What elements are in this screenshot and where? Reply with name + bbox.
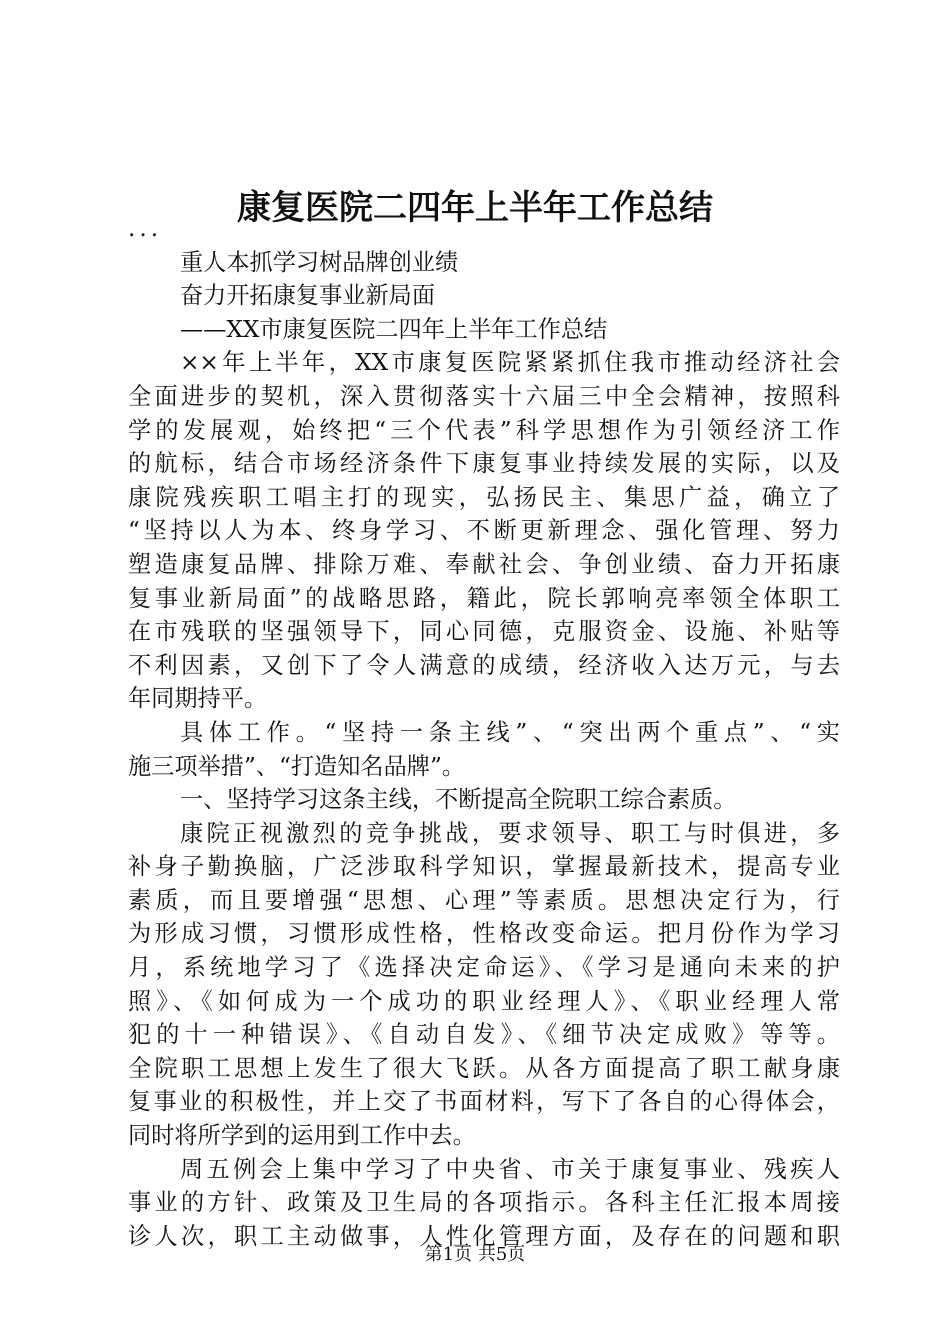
paragraph-line: 事业的方针、政策及卫生局的各项指示。各科主任汇报本周接 [128, 1189, 840, 1217]
paragraph-line: 在市残联的坚强领导下，同心同德，克服资金、设施、补贴等 [128, 618, 840, 646]
paragraph-line: 年同期持平。 [128, 685, 268, 713]
paragraph-line: 同时将所学到的运用到工作中去。 [128, 1122, 476, 1150]
paragraph-line: 康院正视激烈的竞争挑战，要求领导、职工与时俱进，多 [180, 819, 840, 847]
paragraph-line: 的航标，结合市场经济条件下康复事业持续发展的实际，以及 [128, 450, 840, 478]
paragraph-line: 犯的十一种错误》、《自动自发》、《细节决定成败》等等。 [128, 1021, 840, 1049]
paragraph-line: 素质，而且要增强“思想、心理”等素质。思想决定行为，行 [128, 886, 840, 914]
paragraph-line: 补身子勤换脑，广泛涉取科学知识，掌握最新技术，提高专业 [128, 853, 840, 881]
document-body [128, 212, 840, 1253]
subtitle-line-2: 奋力开拓康复事业新局面 [180, 282, 436, 310]
section-heading: 一、坚持学习这条主线，不断提高全院职工综合素质。 [180, 786, 737, 814]
paragraph-line: 月，系统地学习了《选择决定命运》、《学习是通向未来的护 [128, 954, 840, 982]
paragraph-line: 周五例会上集中学习了中央省、市关于康复事业、残疾人 [180, 1155, 840, 1183]
subtitle-line-3: ——XX市康复医院二四年上半年工作总结 [180, 315, 608, 343]
paragraph-line: 复事业的积极性，并上交了书面材料，写下了各自的心得体会， [128, 1088, 840, 1116]
paragraph-line: “坚持以人为本、终身学习、不断更新理念、强化管理、努力 [128, 517, 840, 545]
paragraph-line: 复事业新局面”的战略思路，籍此，院长郭响亮率领全体职工 [128, 584, 840, 612]
paragraph-line: 照》、《如何成为一个成功的职业经理人》、《职业经理人常 [128, 987, 840, 1015]
subtitle-line-1: 重人本抓学习树品牌创业绩 [180, 248, 459, 276]
paragraph-line: 不利因素，又创下了令人满意的成绩，经济收入达万元，与去 [128, 651, 840, 679]
paragraph-line: 学的发展观，始终把“三个代表”科学思想作为引领经济工作 [128, 416, 840, 444]
paragraph-line: 全院职工思想上发生了很大飞跃。从各方面提高了职工献身康 [128, 1054, 840, 1082]
paragraph-line: 塑造康复品牌、排除万难、奉献社会、争创业绩、奋力开拓康 [128, 550, 840, 578]
paragraph-line: 具体工作。“坚持一条主线”、“突出两个重点”、“实 [180, 718, 840, 746]
document-title: 康复医院二四年上半年工作总结 [237, 188, 713, 228]
ellipsis-line: ... [128, 215, 163, 242]
paragraph-line: 施三项举措”、“打造知名品牌”。 [128, 752, 465, 780]
page-footer: 第1页 共5页 [424, 1244, 526, 1265]
paragraph-line: 全面进步的契机，深入贯彻落实十六届三中全会精神，按照科 [128, 382, 840, 410]
paragraph-line: ××年上半年，XX市康复医院紧紧抓住我市推动经济社会 [180, 349, 840, 377]
paragraph-line: 为形成习惯，习惯形成性格，性格改变命运。把月份作为学习 [128, 920, 840, 948]
paragraph-line: 诊人次，职工主动做事，人性化管理方面，及存在的问题和职 [128, 1222, 840, 1250]
paragraph-line: 康院残疾职工唱主打的现实，弘扬民主、集思广益，确立了 [128, 483, 840, 511]
